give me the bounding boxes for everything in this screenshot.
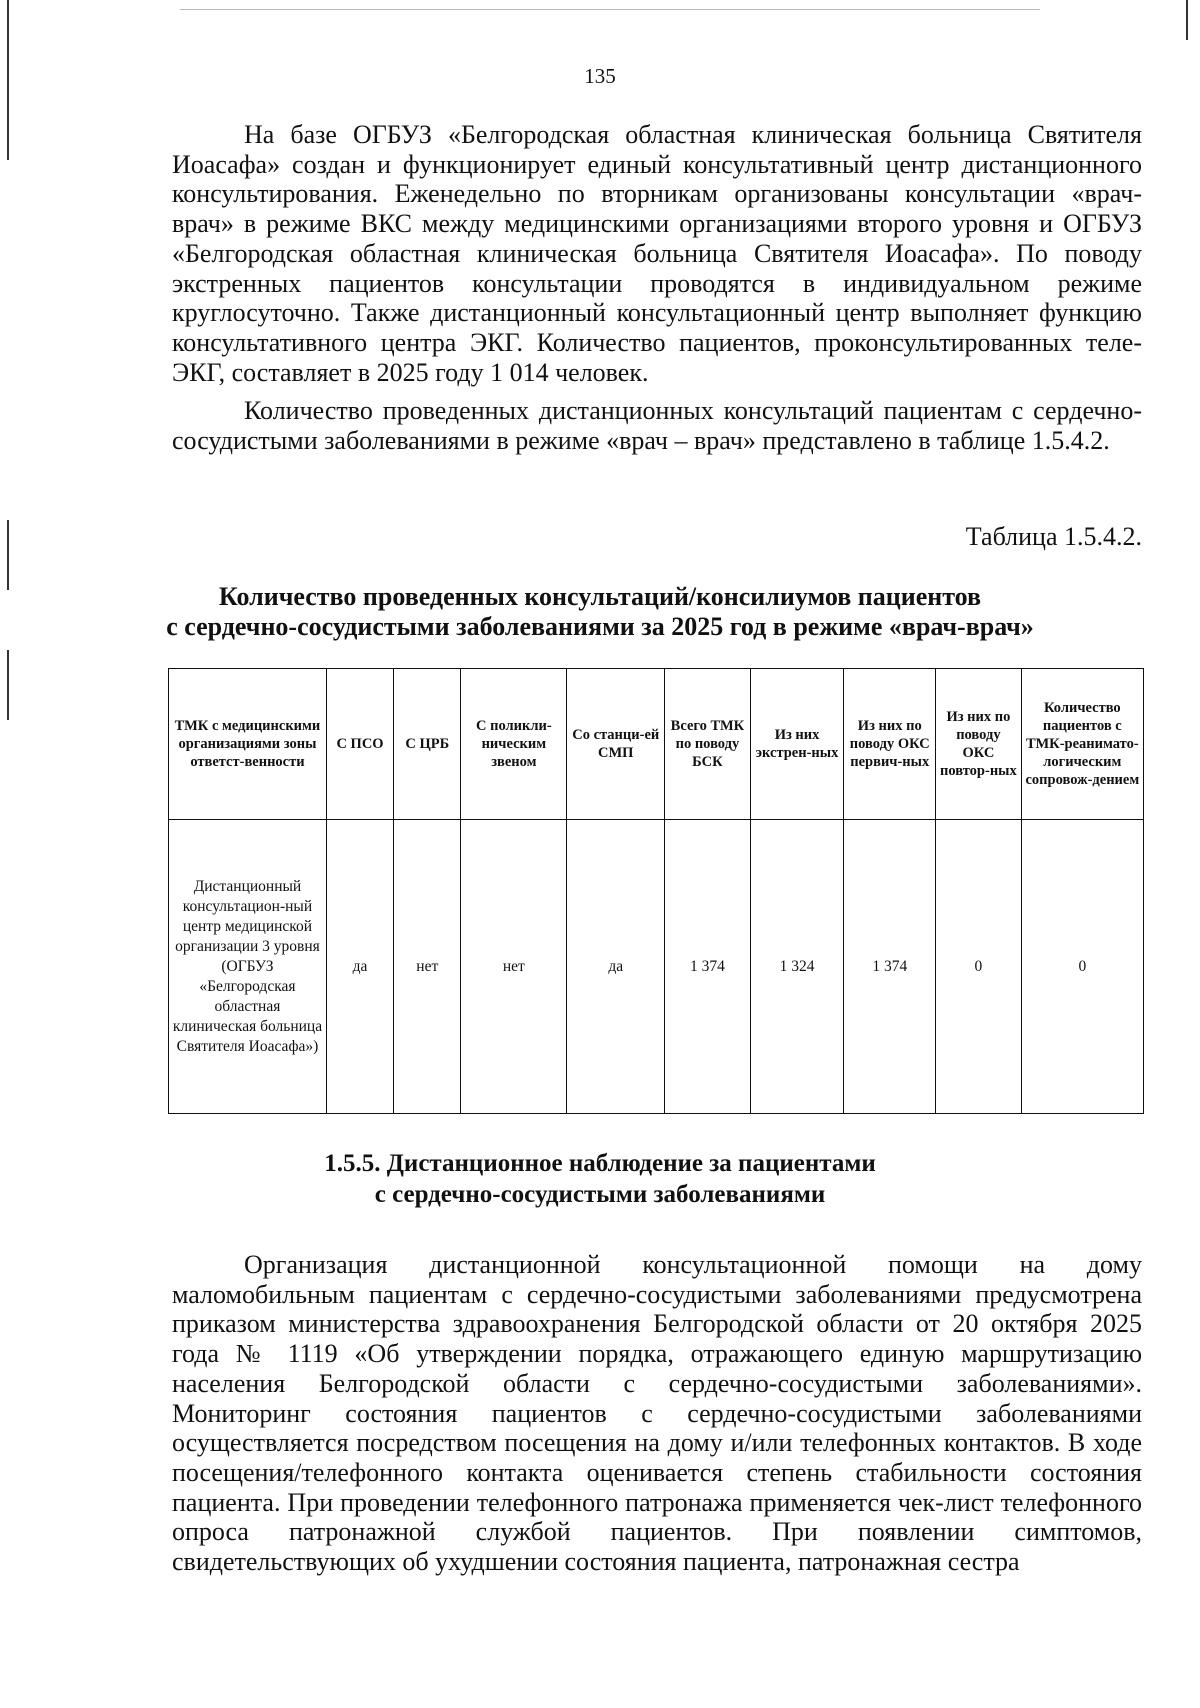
header-cell: Из них по поводу ОКС первич-ных [844, 669, 936, 820]
table-cell: нет [461, 820, 567, 1114]
table-cell: нет [394, 820, 461, 1114]
table-header-row [169, 669, 1144, 820]
header-cell: Количество пациентов с ТМК-реанимато-логическим сопровож-дением [1021, 669, 1143, 820]
scan-edge-line [1186, 0, 1188, 40]
header-cell: Всего ТМК по поводу БСК [665, 669, 751, 820]
header-cell: Со станци-ей СМП [567, 669, 665, 820]
header-cell: Из них экстрен-ных [750, 669, 844, 820]
consultations-table [168, 668, 1144, 1114]
page-number: 135 [584, 64, 616, 88]
header-cell: Из них по поводу ОКС повтор-ных [936, 669, 1022, 820]
header-cell: С ЦРБ [394, 669, 461, 820]
scan-top-line [180, 9, 1040, 10]
header-cell: С ПСО [326, 669, 393, 820]
paragraph-intro: На базе ОГБУЗ «Белгородская областная клиническая больница Святителя Иоасафа» создан и функционирует единый консультативный центр дистанционного консультирования. Еженедельно по вторникам организованы консультации «врач-врач» в режиме ВКС между медицинскими организациями второго уровня и ОГБУЗ «Белгородская областная клиническая больница Святителя Иоасафа». По поводу экстренных пациентов консультации проводятся в индивидуальном режиме круглосуточно. Также дистанционный консультационный центр выполняет функцию консультативного центра ЭКГ. Количество пациентов, проконсультированных теле-ЭКГ, составляет в 2025 году 1 014 человек. [172, 120, 1142, 387]
section-heading-line: 1.5.5. Дистанционное наблюдение за пациентами [324, 1150, 876, 1177]
header-cell: ТМК с медицинскими организациями зоны ответст-венности [169, 669, 327, 820]
scan-edge-line [7, 650, 9, 720]
paragraph-remote-monitoring: Организация дистанционной консультационной помощи на дому маломобильным пациентам с сердечно-сосудистыми заболеваниями предусмотрена приказом министерства здравоохранения Белгородской области от 20 октября 2025 года № 1119 «Об утверждении порядка, отражающего единую маршрутизацию населения Белгородской области с сердечно-сосудистыми заболеваниями». Мониторинг состояния пациентов с сердечно-сосудистыми заболеваниями осуществляется посредством посещения на дому и/или телефонных контактов. В ходе посещения/телефонного контакта оценивается степень стабильности состояния пациента. При проведении телефонного патронажа применяется чек-лист телефонного опроса патронажной службой пациентов. При появлении симптомов, свидетельствующих об ухудшении состояния пациента, патронажная сестра [172, 1250, 1142, 1577]
table-cell: да [326, 820, 393, 1114]
table-title-line: Количество проведенных консультаций/консилиумов пациентов [218, 582, 982, 611]
table-title [0, 582, 1200, 642]
table-cell: 1 324 [750, 820, 844, 1114]
table-title-line: с сердечно-сосудистыми заболеваниями за 2025 год в режиме «врач-врач» [166, 612, 1034, 641]
section-heading-line: с сердечно-сосудистыми заболеваниями [374, 1181, 826, 1208]
table-cell: 1 374 [844, 820, 936, 1114]
scan-edge-line [7, 520, 9, 590]
section-heading [0, 1148, 1200, 1210]
table-cell: 1 374 [665, 820, 751, 1114]
header-cell: С поликли-ническим звеном [461, 669, 567, 820]
table-cell: да [567, 820, 665, 1114]
table-row [169, 820, 1144, 1114]
paragraph-consult-count: Количество проведенных дистанционных консультаций пациентам с сердечно-сосудистыми заболеваниями в режиме «врач – врач» представлено в таблице 1.5.4.2. [172, 396, 1142, 455]
table-cell: 0 [1021, 820, 1143, 1114]
table-cell: 0 [936, 820, 1022, 1114]
table-cell: Дистанционный консультацион-ный центр медицинской организации 3 уровня (ОГБУЗ «Белгородская областная клиническая больница Святителя Иоасафа») [169, 820, 327, 1114]
table-label: Таблица 1.5.4.2. [965, 522, 1142, 551]
